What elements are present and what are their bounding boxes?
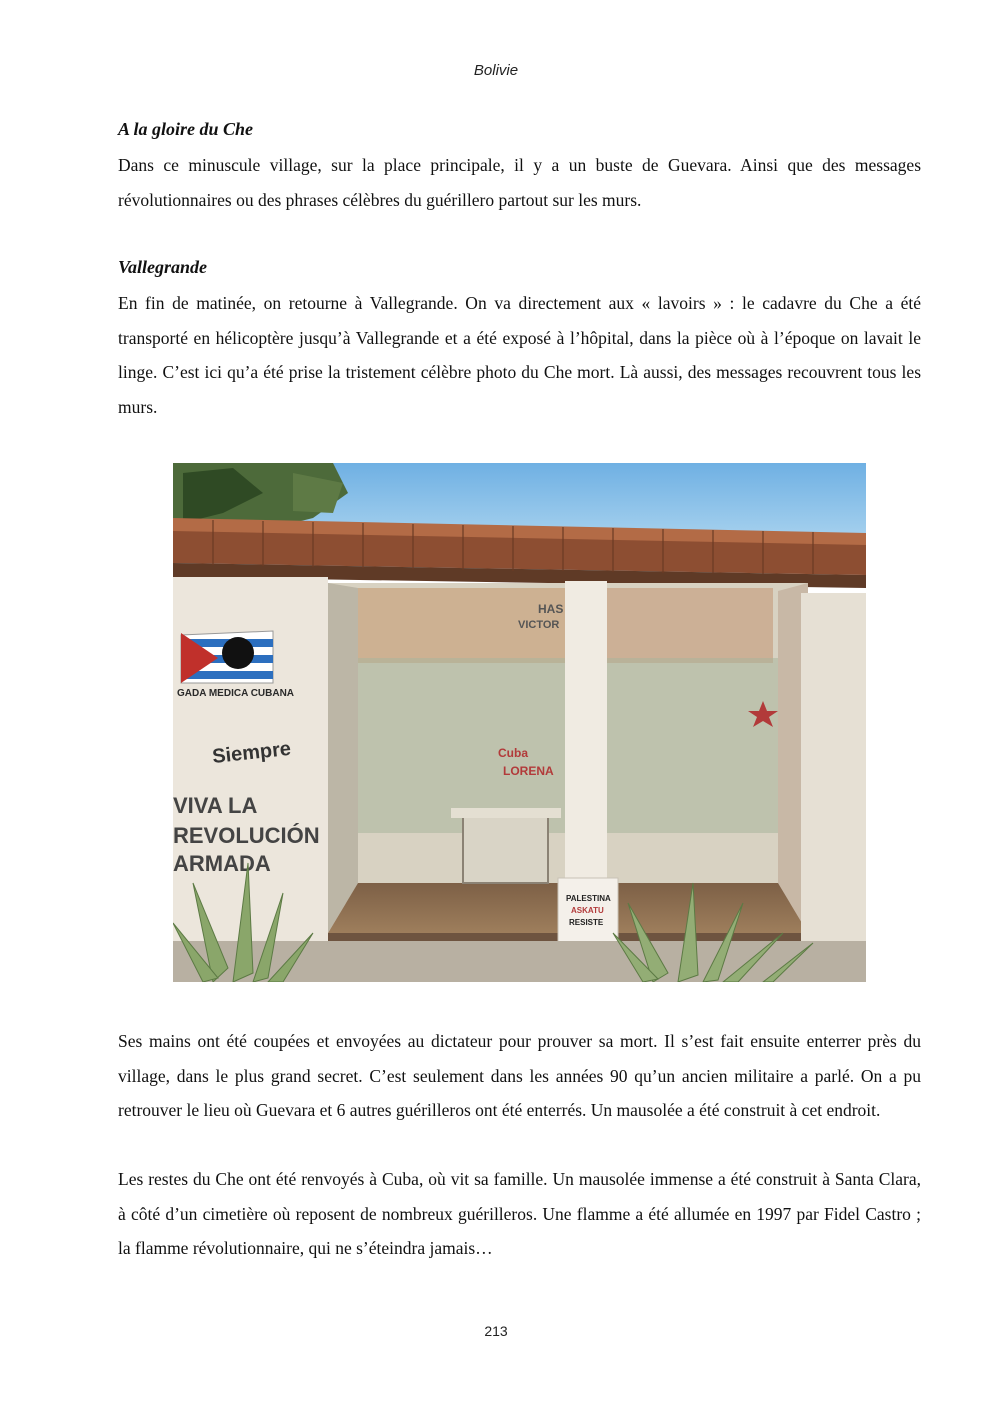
graffiti-viva-la: VIVA LA xyxy=(173,793,258,818)
paragraph-restes: Les restes du Che ont été renvoyés à Cuba, où vit sa famille. Un mausolée immense a été construit à Santa Clara, à côté d’un cimetière où reposent de nombreux guérilleros. Une flamme a été allumée en 1997 par Fidel Castro ; la flamme révolutionnaire, qui ne s’éteindra jamais… xyxy=(118,1169,921,1258)
graffiti-lorena: LORENA xyxy=(503,764,554,778)
lavoirs-photo xyxy=(173,463,866,982)
section-title-vallegrande: Vallegrande xyxy=(118,257,208,277)
graffiti-brigada: GADA MEDICA CUBANA xyxy=(177,688,295,699)
paragraph-mains: Ses mains ont été coupées et envoyées au dictateur pour prouver sa mort. Il s’est fait ensuite enterrer près du village, dans le plus grand secret. C’est seulement dans les années 90 qu’un ancien militaire a parlé. On a pu retrouver le lieu où Guevara et 6 autres guérilleros ont été enterrés. Un mausolée a été construit à cet endroit. xyxy=(118,1031,921,1120)
graffiti-resiste: RESISTE xyxy=(569,918,604,927)
right-wall xyxy=(801,593,866,982)
section-title-gloire: A la gloire du Che xyxy=(118,119,254,139)
graffiti-siempre: Siempre xyxy=(211,737,293,768)
page-number: 213 xyxy=(484,1323,508,1339)
graffiti-victor: VICTOR xyxy=(518,619,560,631)
graffiti-armada: ARMADA xyxy=(173,851,271,876)
graffiti-has: HAS xyxy=(538,602,564,616)
paragraph-vallegrande: En fin de matinée, on retourne à Vallegrande. On va directement aux « lavoirs » : le cadavre du Che a été transporté en hélicoptère jusqu’à Vallegrande et a été exposé à l’hôpital, dans la pièce où à l’époque on lavait le linge. C’est ici qu’a été prise la tristement célèbre photo du Che mort. Là aussi, des messages recouvrent tous les murs. xyxy=(118,293,921,417)
che-flag xyxy=(181,631,273,683)
graffiti-palestina: PALESTINA xyxy=(566,894,611,903)
graffiti-cuba: Cuba xyxy=(498,746,528,760)
stone-table xyxy=(463,813,548,883)
running-head: Bolivie xyxy=(473,62,519,79)
paragraph-gloire: Dans ce minuscule village, sur la place principale, il y a un buste de Guevara. Ainsi que des messages révolutionnaires ou des phrases célèbres du guérillero partout sur les murs. xyxy=(118,155,921,210)
graffiti-askatu: ASKATU xyxy=(571,906,604,915)
graffiti-revolucion: REVOLUCIÓN xyxy=(173,823,320,848)
